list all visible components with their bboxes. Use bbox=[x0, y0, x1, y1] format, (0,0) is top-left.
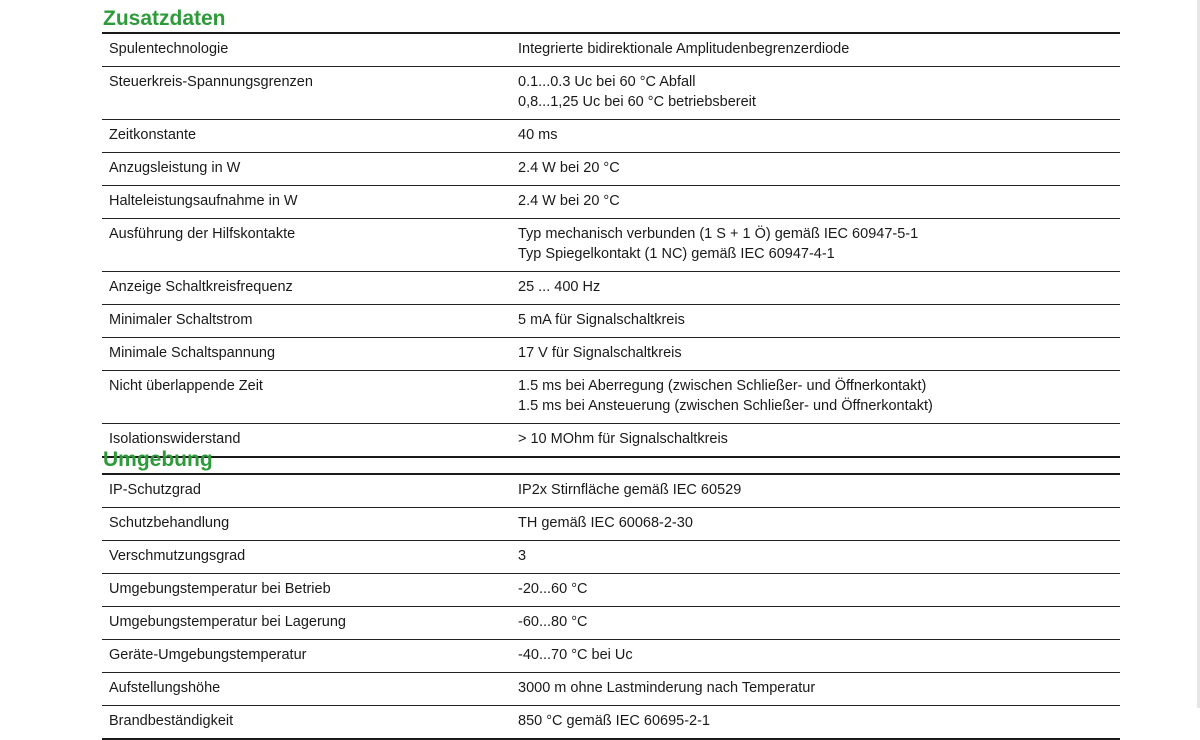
table-row bbox=[102, 706, 1120, 740]
table-row bbox=[102, 219, 1120, 272]
row-label: Minimale Schaltspannung bbox=[109, 345, 276, 361]
value-line: > 10 MOhm für Signalschaltkreis bbox=[518, 431, 728, 447]
row-value bbox=[511, 541, 1120, 574]
row-label: Anzugsleistung in W bbox=[109, 160, 241, 176]
row-value bbox=[511, 33, 1120, 67]
row-value bbox=[511, 371, 1120, 424]
row-label: Nicht überlappende Zeit bbox=[109, 378, 263, 394]
table-row bbox=[102, 338, 1120, 371]
value-line: -20...60 °C bbox=[518, 581, 588, 597]
table-row bbox=[102, 153, 1120, 186]
table-row bbox=[102, 120, 1120, 153]
table-row bbox=[102, 305, 1120, 338]
value-line: 3 bbox=[518, 548, 527, 564]
table-row bbox=[102, 508, 1120, 541]
table-row bbox=[102, 673, 1120, 706]
spec-table bbox=[102, 473, 1120, 740]
row-value bbox=[511, 305, 1120, 338]
spec-table-body bbox=[102, 33, 1120, 457]
value-line: 2.4 W bei 20 °C bbox=[518, 160, 620, 176]
row-label: Geräte-Umgebungstemperatur bbox=[109, 647, 307, 663]
table-row bbox=[102, 67, 1120, 120]
value-line: Typ mechanisch verbunden (1 S + 1 Ö) gemäß IEC 60947-5-1 bbox=[518, 226, 919, 242]
value-line: -60...80 °C bbox=[518, 614, 588, 630]
value-line: 850 °C gemäß IEC 60695-2-1 bbox=[518, 713, 710, 729]
value-line: Integrierte bidirektionale Amplitudenbegrenzerdiode bbox=[518, 41, 850, 57]
table-row bbox=[102, 371, 1120, 424]
value-line: 1.5 ms bei Ansteuerung (zwischen Schließer- und Öffnerkontakt) bbox=[518, 398, 933, 414]
table-row bbox=[102, 574, 1120, 607]
row-value bbox=[511, 67, 1120, 120]
value-line: TH gemäß IEC 60068-2-30 bbox=[518, 515, 693, 531]
row-value bbox=[511, 120, 1120, 153]
row-value bbox=[511, 673, 1120, 706]
value-line: 17 V für Signalschaltkreis bbox=[518, 345, 682, 361]
row-value bbox=[511, 272, 1120, 305]
value-line: 5 mA für Signalschaltkreis bbox=[518, 312, 685, 328]
row-value bbox=[511, 607, 1120, 640]
row-value bbox=[511, 153, 1120, 186]
row-label: Schutzbehandlung bbox=[109, 515, 230, 531]
value-line: 3000 m ohne Lastminderung nach Temperatur bbox=[518, 680, 816, 696]
row-value bbox=[511, 508, 1120, 541]
row-label: Verschmutzungsgrad bbox=[109, 548, 246, 564]
table-row bbox=[102, 272, 1120, 305]
value-line: Typ Spiegelkontakt (1 NC) gemäß IEC 60947-4-1 bbox=[518, 246, 835, 262]
row-label: Minimaler Schaltstrom bbox=[109, 312, 253, 328]
row-label: Steuerkreis-Spannungsgrenzen bbox=[109, 74, 313, 90]
row-label: Anzeige Schaltkreisfrequenz bbox=[109, 279, 293, 295]
spec-table bbox=[102, 32, 1120, 458]
row-value bbox=[511, 219, 1120, 272]
row-label: IP-Schutzgrad bbox=[109, 482, 201, 498]
row-value bbox=[511, 640, 1120, 673]
spec-table-body bbox=[102, 474, 1120, 739]
row-label: Spulentechnologie bbox=[109, 41, 229, 57]
row-label: Umgebungstemperatur bei Lagerung bbox=[109, 614, 346, 630]
row-value bbox=[511, 706, 1120, 740]
row-label: Isolationswiderstand bbox=[109, 431, 241, 447]
row-label: Umgebungstemperatur bei Betrieb bbox=[109, 581, 331, 597]
table-row bbox=[102, 607, 1120, 640]
row-label: Halteleistungsaufnahme in W bbox=[109, 193, 298, 209]
row-label: Brandbeständigkeit bbox=[109, 713, 234, 729]
section-zusatzdaten bbox=[102, 6, 1120, 458]
table-row bbox=[102, 640, 1120, 673]
section-title: Umgebung bbox=[103, 448, 213, 471]
section-title: Zusatzdaten bbox=[103, 7, 226, 30]
row-value bbox=[511, 474, 1120, 508]
table-row bbox=[102, 474, 1120, 508]
row-value bbox=[511, 186, 1120, 219]
value-line: 2.4 W bei 20 °C bbox=[518, 193, 620, 209]
row-value bbox=[511, 338, 1120, 371]
row-value bbox=[511, 574, 1120, 607]
value-line: 0.1...0.3 Uc bei 60 °C Abfall bbox=[518, 74, 696, 90]
section-umgebung bbox=[102, 447, 1120, 740]
value-line: 40 ms bbox=[518, 127, 558, 143]
row-label: Aufstellungshöhe bbox=[109, 680, 221, 696]
table-row bbox=[102, 541, 1120, 574]
value-line: -40...70 °C bei Uc bbox=[518, 647, 633, 663]
value-line: 0,8...1,25 Uc bei 60 °C betriebsbereit bbox=[518, 94, 756, 110]
row-label: Zeitkonstante bbox=[109, 127, 197, 143]
table-row bbox=[102, 33, 1120, 67]
value-line: IP2x Stirnfläche gemäß IEC 60529 bbox=[518, 482, 742, 498]
value-line: 1.5 ms bei Aberregung (zwischen Schließer- und Öffnerkontakt) bbox=[518, 378, 927, 394]
value-line: 25 ... 400 Hz bbox=[518, 279, 601, 295]
row-label: Ausführung der Hilfskontakte bbox=[109, 226, 296, 242]
table-row bbox=[102, 186, 1120, 219]
